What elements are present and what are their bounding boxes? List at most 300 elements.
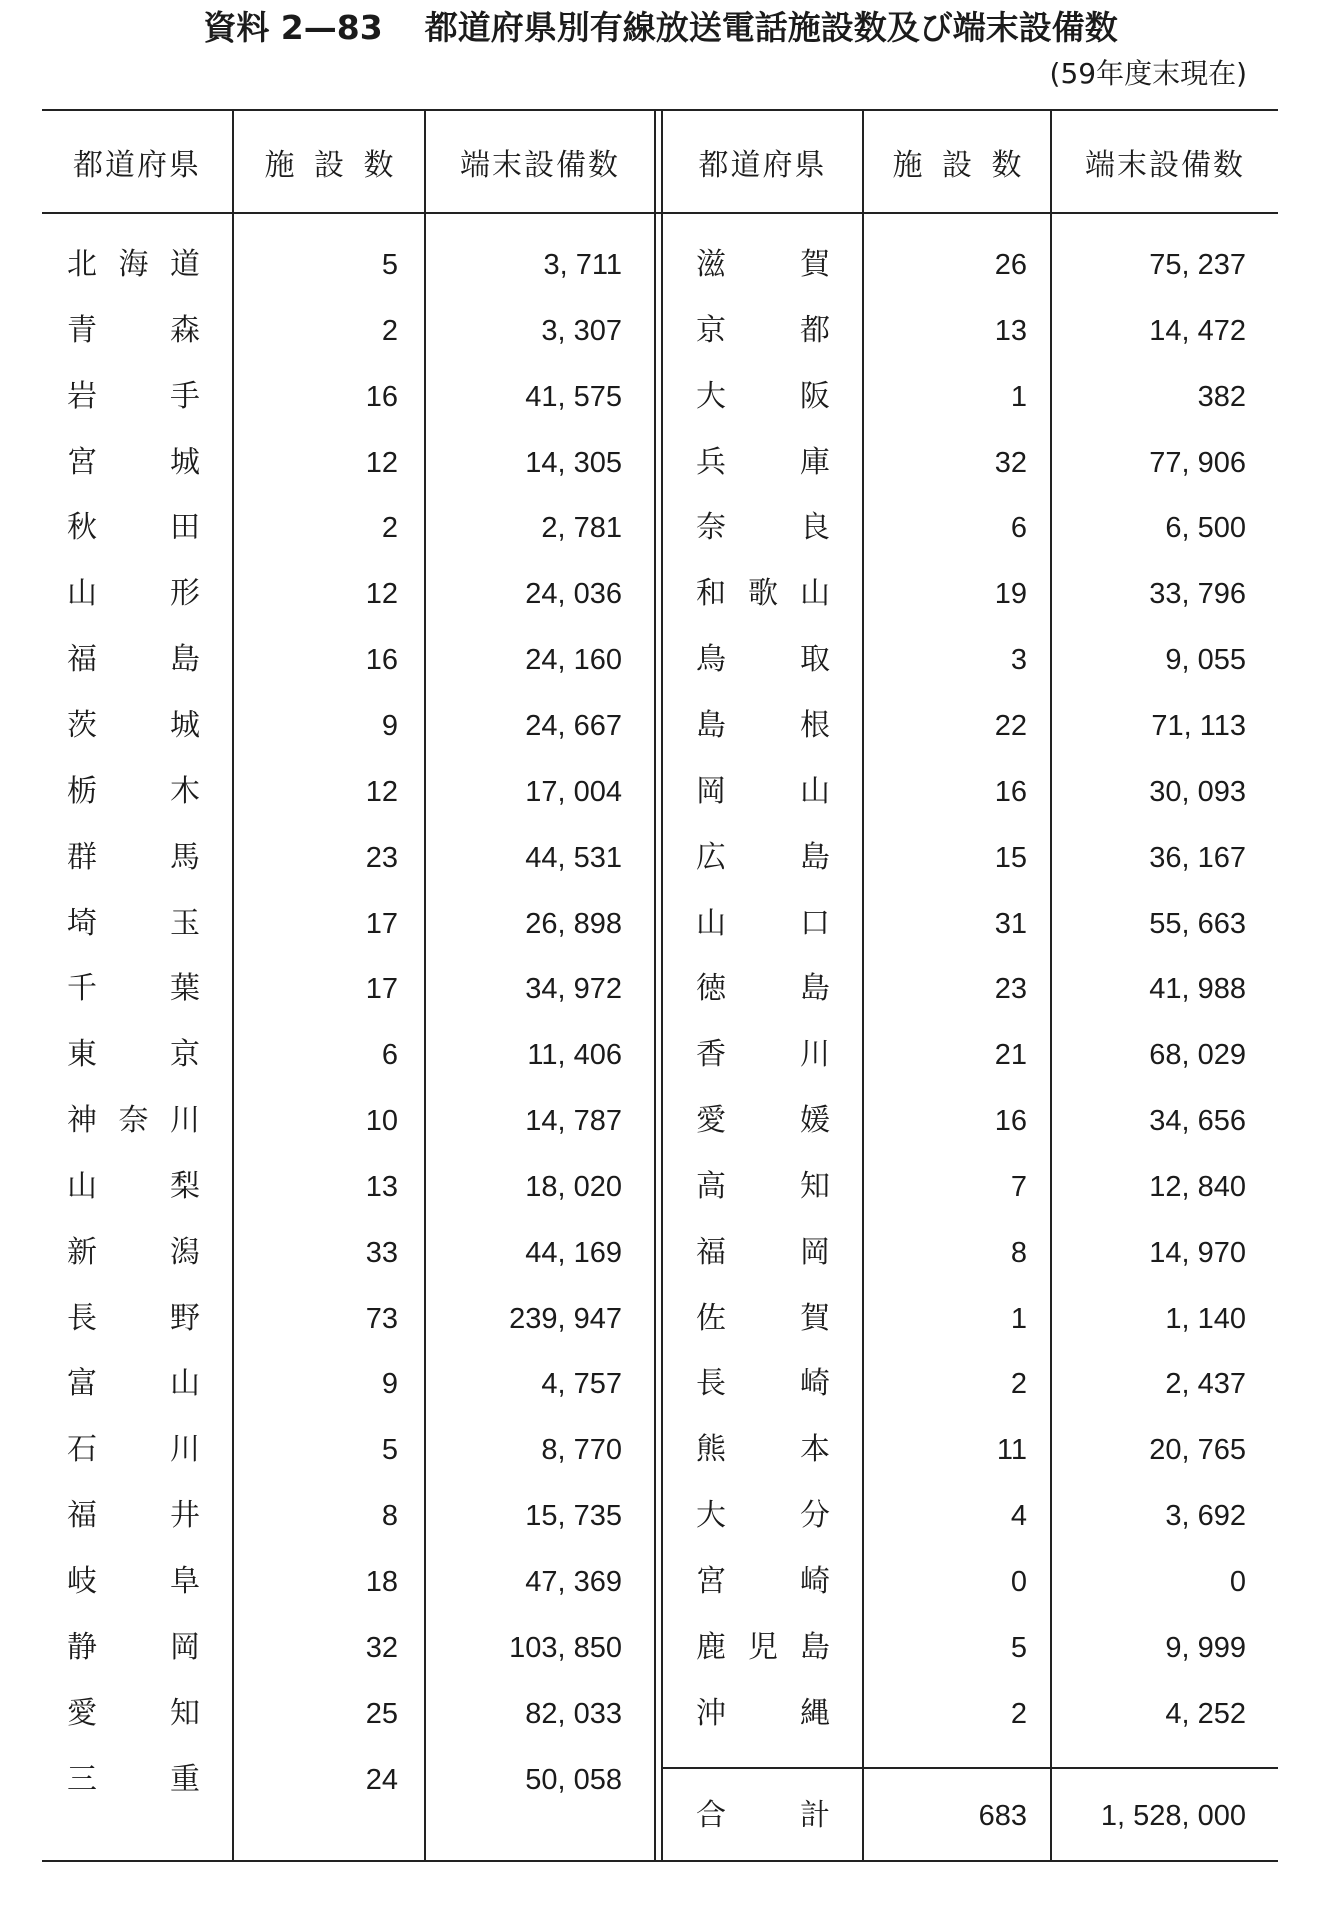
- spread-char: 梨: [170, 1168, 200, 1204]
- spread-char: 石: [67, 1432, 97, 1468]
- terminals-cell: 68, 029: [1149, 1039, 1246, 1072]
- table-row: [662, 1286, 1278, 1352]
- spread-char: 宮: [67, 444, 97, 480]
- prefecture-cell: [696, 298, 830, 364]
- prefecture-cell: [67, 825, 200, 891]
- spread-char: 京: [170, 1037, 200, 1073]
- spread-char: 愛: [67, 1695, 97, 1731]
- table-row: [662, 1351, 1278, 1417]
- spread-char: 城: [170, 707, 200, 743]
- total-terminals: 1, 528, 000: [1100, 1800, 1246, 1832]
- prefecture-cell: [67, 1154, 200, 1220]
- prefecture-cell: [67, 1088, 200, 1154]
- spread-char: 野: [170, 1300, 200, 1336]
- spread-char: 島: [800, 1629, 830, 1665]
- prefecture-cell: [67, 495, 200, 561]
- spread-char: 井: [170, 1498, 200, 1534]
- total-row: [662, 1783, 1278, 1849]
- facilities-cell: 21: [994, 1039, 1027, 1072]
- spread-char: 東: [67, 1037, 97, 1073]
- prefecture-cell: [696, 232, 830, 298]
- prefecture-cell: [67, 430, 200, 496]
- table-row: [662, 1549, 1278, 1615]
- table-row: [662, 956, 1278, 1022]
- spread-char: 知: [170, 1695, 200, 1731]
- prefecture-cell: [696, 1615, 830, 1681]
- prefecture-cell: [67, 1417, 200, 1483]
- spread-char: 広: [696, 839, 726, 875]
- spread-char: 新: [67, 1234, 97, 1270]
- spread-char: 潟: [170, 1234, 200, 1270]
- facilities-cell: 3: [1010, 644, 1027, 677]
- terminals-cell: 4, 252: [1165, 1697, 1246, 1730]
- table-row: [42, 1681, 654, 1747]
- terminals-cell: 17, 004: [525, 775, 622, 808]
- prefecture-cell: [696, 1220, 830, 1286]
- facilities-cell: 12: [365, 446, 398, 479]
- terminals-cell: 15, 735: [525, 1500, 622, 1533]
- facilities-cell: 23: [994, 973, 1027, 1006]
- spread-char: 山: [170, 1366, 200, 1402]
- table-row: [662, 364, 1278, 430]
- table-row: [42, 1351, 654, 1417]
- terminals-cell: 30, 093: [1149, 775, 1246, 808]
- spread-char: 岡: [800, 1234, 830, 1270]
- terminals-cell: 9, 999: [1165, 1631, 1246, 1664]
- prefecture-cell: [67, 1615, 200, 1681]
- prefecture-cell: [696, 1483, 830, 1549]
- terminals-cell: 11, 406: [527, 1039, 622, 1072]
- spread-char: 玉: [170, 905, 200, 941]
- spread-char: 数: [363, 147, 394, 183]
- spread-char: 岩: [67, 378, 97, 414]
- prefecture-cell: [67, 1022, 200, 1088]
- prefecture-cell: [67, 693, 200, 759]
- spread-char: 川: [170, 1103, 200, 1138]
- prefecture-cell: [67, 1286, 200, 1352]
- spread-char: 京: [696, 312, 726, 348]
- table-row: [42, 956, 654, 1022]
- spread-char: 崎: [800, 1366, 830, 1402]
- table-row: [42, 1615, 654, 1681]
- table-row: [662, 1417, 1278, 1483]
- table-row: [42, 1088, 654, 1154]
- table-row: [42, 1220, 654, 1286]
- facilities-cell: 33: [365, 1236, 398, 1269]
- prefecture-cell: [67, 1549, 200, 1615]
- spread-char: 香: [696, 1037, 726, 1073]
- spread-char: 施: [264, 147, 295, 183]
- spread-char: 崎: [800, 1564, 830, 1599]
- facilities-cell: 9: [381, 1368, 398, 1401]
- table-row: [662, 1681, 1278, 1747]
- facilities-cell: 23: [365, 841, 398, 874]
- spread-char: 賀: [800, 1300, 830, 1336]
- terminals-cell: 14, 970: [1149, 1236, 1246, 1269]
- facilities-cell: 9: [381, 709, 398, 742]
- table-row: [42, 495, 654, 561]
- spread-char: 口: [800, 905, 830, 941]
- facilities-cell: 16: [994, 1105, 1027, 1137]
- spread-char: 埼: [67, 905, 97, 941]
- facilities-cell: 1: [1010, 1302, 1027, 1335]
- spread-char: 群: [67, 839, 97, 875]
- table-row: [42, 430, 654, 496]
- spread-char: 佐: [696, 1300, 726, 1336]
- facilities-cell: 0: [1010, 1566, 1027, 1598]
- terminals-cell: 103, 850: [509, 1631, 622, 1664]
- prefecture-cell: [696, 956, 830, 1022]
- terminals-cell: 44, 169: [525, 1236, 622, 1269]
- terminals-cell: 33, 796: [1149, 578, 1246, 611]
- table-row: [662, 693, 1278, 759]
- facilities-cell: 17: [365, 973, 398, 1006]
- header-facilities-left: [234, 111, 424, 212]
- table-row: [42, 1417, 654, 1483]
- header-label: 都道府県: [73, 147, 201, 183]
- terminals-cell: 6, 500: [1165, 512, 1246, 545]
- spread-char: 千: [67, 971, 97, 1007]
- spread-char: 鳥: [696, 642, 726, 678]
- spread-char: 北: [67, 247, 97, 282]
- header-label: 端末設備数: [1085, 147, 1245, 183]
- spread-char: 知: [800, 1168, 830, 1204]
- terminals-cell: 55, 663: [1149, 907, 1246, 940]
- terminals-cell: 1, 140: [1165, 1302, 1246, 1335]
- terminals-cell: 47, 369: [525, 1566, 622, 1598]
- spread-char: 重: [170, 1761, 200, 1797]
- facilities-cell: 2: [381, 512, 398, 545]
- facilities-cell: 26: [994, 249, 1027, 281]
- header-terminals-left: [426, 111, 654, 212]
- spread-char: 奈: [696, 510, 726, 546]
- header-label: [265, 140, 394, 184]
- spread-char: 山: [800, 576, 830, 612]
- prefecture-cell: [696, 1022, 830, 1088]
- table-row: [662, 1154, 1278, 1220]
- spread-char: 福: [696, 1234, 726, 1270]
- spread-char: 計: [800, 1798, 830, 1833]
- spread-char: 秋: [67, 510, 97, 546]
- prefecture-cell: [696, 1286, 830, 1352]
- spread-char: 本: [800, 1432, 830, 1468]
- spread-char: 福: [67, 1498, 97, 1534]
- prefecture-cell: [67, 759, 200, 825]
- spread-char: 良: [800, 510, 830, 546]
- header-terminals-right: [1052, 111, 1278, 212]
- prefecture-cell: [67, 298, 200, 364]
- spread-char: 大: [696, 1498, 726, 1534]
- terminals-cell: 34, 656: [1149, 1105, 1246, 1137]
- spread-char: 馬: [170, 839, 200, 875]
- table-row: [42, 759, 654, 825]
- facilities-cell: 17: [365, 907, 398, 940]
- table-row: [662, 495, 1278, 561]
- spread-char: 岡: [696, 773, 726, 809]
- prefecture-cell: [67, 1220, 200, 1286]
- prefecture-cell: [696, 1681, 830, 1747]
- facilities-cell: 1: [1010, 380, 1027, 413]
- facilities-cell: 13: [994, 314, 1027, 347]
- table-row: [662, 1088, 1278, 1154]
- facilities-cell: 8: [381, 1500, 398, 1533]
- spread-char: 山: [67, 1168, 97, 1204]
- table-row: [662, 891, 1278, 957]
- table-row: [42, 561, 654, 627]
- facilities-cell: 16: [365, 644, 398, 677]
- spread-char: 手: [170, 378, 200, 414]
- spread-char: 島: [800, 971, 830, 1007]
- terminals-cell: 18, 020: [525, 1170, 622, 1203]
- spread-char: 島: [800, 839, 830, 875]
- header-bottom-rule: [42, 212, 1278, 214]
- total-label: [696, 1783, 830, 1849]
- table-row: [42, 1154, 654, 1220]
- spread-char: 形: [170, 576, 200, 612]
- spread-char: 木: [170, 773, 200, 809]
- prefecture-cell: [696, 1417, 830, 1483]
- prefecture-cell: [696, 627, 830, 693]
- facilities-cell: 19: [994, 578, 1027, 611]
- facilities-cell: 13: [365, 1170, 398, 1203]
- facilities-cell: 16: [994, 775, 1027, 808]
- prefecture-cell: [696, 495, 830, 561]
- spread-char: 宮: [696, 1564, 726, 1599]
- spread-char: 施: [892, 147, 923, 183]
- table-row: [42, 627, 654, 693]
- spread-char: 岡: [170, 1629, 200, 1665]
- spread-char: 川: [170, 1432, 200, 1468]
- table-row: [42, 298, 654, 364]
- facilities-cell: 10: [365, 1105, 398, 1137]
- spread-char: 神: [67, 1103, 97, 1138]
- table-row: [662, 627, 1278, 693]
- spread-char: 数: [991, 147, 1022, 183]
- terminals-cell: 9, 055: [1165, 644, 1246, 677]
- spread-char: 栃: [67, 773, 97, 809]
- table-bottom-rule: [42, 1860, 1278, 1862]
- terminals-cell: 24, 667: [525, 709, 622, 742]
- spread-char: 鹿: [696, 1629, 726, 1665]
- spread-char: 山: [67, 576, 97, 612]
- terminals-cell: 4, 757: [541, 1368, 622, 1401]
- table-row: [42, 1747, 654, 1813]
- table-row: [662, 430, 1278, 496]
- terminals-cell: 3, 307: [541, 314, 622, 347]
- prefecture-cell: [67, 232, 200, 298]
- spread-char: 静: [67, 1629, 97, 1665]
- terminals-cell: 8, 770: [541, 1434, 622, 1467]
- spread-char: 山: [696, 905, 726, 941]
- header-facilities-right: [864, 111, 1050, 212]
- prefecture-cell: [696, 693, 830, 759]
- spread-char: 大: [696, 378, 726, 414]
- spread-char: 児: [748, 1629, 778, 1665]
- spread-char: 海: [118, 247, 149, 282]
- terminals-cell: 239, 947: [509, 1302, 622, 1335]
- facilities-cell: 18: [365, 1566, 398, 1598]
- table-row: [42, 693, 654, 759]
- table-row: [42, 1483, 654, 1549]
- facilities-cell: 5: [1010, 1631, 1027, 1664]
- spread-char: 熊: [696, 1432, 726, 1468]
- document-number: 資料 2—83: [203, 8, 383, 47]
- spread-char: 青: [67, 312, 97, 348]
- terminals-cell: 71, 113: [1151, 709, 1246, 742]
- facilities-cell: 24: [365, 1763, 398, 1796]
- prefecture-cell: [67, 1681, 200, 1747]
- spread-char: 道: [170, 247, 200, 282]
- spread-char: 島: [696, 707, 726, 743]
- terminals-cell: 77, 906: [1149, 446, 1246, 479]
- facilities-cell: 25: [365, 1697, 398, 1730]
- header-label: [893, 140, 1022, 184]
- spread-char: 長: [696, 1366, 726, 1402]
- spread-char: 高: [696, 1168, 726, 1204]
- spread-char: 設: [942, 147, 972, 183]
- prefecture-cell: [696, 1351, 830, 1417]
- terminals-cell: 82, 033: [525, 1697, 622, 1730]
- table-row: [662, 1615, 1278, 1681]
- prefecture-cell: [696, 1154, 830, 1220]
- terminals-cell: 44, 531: [525, 841, 622, 874]
- facilities-cell: 73: [365, 1302, 398, 1335]
- facilities-cell: 11: [996, 1434, 1027, 1467]
- prefecture-cell: [67, 956, 200, 1022]
- terminals-cell: 14, 472: [1149, 314, 1246, 347]
- facilities-cell: 12: [365, 775, 398, 808]
- facilities-cell: 7: [1010, 1170, 1027, 1203]
- prefecture-cell: [696, 1549, 830, 1615]
- spread-char: 合: [696, 1798, 726, 1833]
- spread-char: 沖: [696, 1695, 726, 1731]
- table-row: [662, 825, 1278, 891]
- header-prefecture-right: [663, 111, 862, 212]
- facilities-cell: 32: [365, 1631, 398, 1664]
- table-row: [42, 364, 654, 430]
- spread-char: 設: [314, 147, 344, 183]
- spread-char: 長: [67, 1300, 97, 1336]
- spread-char: 分: [800, 1498, 830, 1534]
- facilities-cell: 22: [994, 709, 1027, 742]
- table-row: [42, 232, 654, 298]
- spread-char: 三: [67, 1761, 97, 1797]
- table-row: [42, 825, 654, 891]
- terminals-cell: 75, 237: [1149, 249, 1246, 281]
- prefecture-cell: [696, 561, 830, 627]
- page-title: [0, 6, 1321, 50]
- spread-char: 島: [170, 642, 200, 678]
- spread-char: 兵: [696, 444, 726, 480]
- terminals-cell: 26, 898: [525, 907, 622, 940]
- spread-char: 阪: [800, 378, 830, 414]
- spread-char: 森: [170, 312, 200, 348]
- facilities-cell: 5: [381, 249, 398, 281]
- spread-char: 田: [170, 510, 200, 546]
- prefecture-cell: [696, 1088, 830, 1154]
- table-row: [662, 232, 1278, 298]
- facilities-cell: 2: [1010, 1368, 1027, 1401]
- terminals-cell: 41, 575: [525, 380, 622, 413]
- terminals-cell: 2, 437: [1165, 1368, 1246, 1401]
- table-row: [42, 891, 654, 957]
- table-row: [662, 1022, 1278, 1088]
- spread-char: 富: [67, 1366, 97, 1402]
- facilities-cell: 32: [994, 446, 1027, 479]
- spread-char: 山: [800, 773, 830, 809]
- terminals-cell: 12, 840: [1149, 1170, 1246, 1203]
- terminals-cell: 382: [1197, 380, 1246, 413]
- table-row: [42, 1549, 654, 1615]
- data-table: [42, 109, 1278, 1863]
- table-row: [662, 759, 1278, 825]
- spread-char: 滋: [696, 247, 726, 282]
- spread-char: 和: [696, 576, 726, 612]
- spread-char: 賀: [800, 247, 830, 282]
- prefecture-cell: [67, 627, 200, 693]
- prefecture-cell: [67, 1483, 200, 1549]
- terminals-cell: 3, 692: [1165, 1500, 1246, 1533]
- spread-char: 阜: [170, 1564, 200, 1599]
- spread-char: 葉: [170, 971, 200, 1007]
- document-title: 都道府県別有線放送電話施設数及び端末設備数: [424, 8, 1118, 47]
- terminals-cell: 36, 167: [1149, 841, 1246, 874]
- terminals-cell: 20, 765: [1149, 1434, 1246, 1467]
- spread-char: 庫: [800, 444, 830, 480]
- facilities-cell: 2: [1010, 1697, 1027, 1730]
- table-row: [662, 561, 1278, 627]
- total-facilities: 683: [978, 1800, 1027, 1832]
- spread-char: 福: [67, 642, 97, 678]
- prefecture-cell: [696, 364, 830, 430]
- total-rule: [663, 1767, 1278, 1769]
- spread-char: 根: [800, 707, 830, 743]
- spread-char: 徳: [696, 971, 726, 1007]
- spread-char: 縄: [800, 1695, 830, 1731]
- spread-char: 城: [170, 444, 200, 480]
- spread-char: 歌: [748, 576, 778, 612]
- spread-char: 取: [800, 642, 830, 678]
- spread-char: 媛: [800, 1103, 830, 1138]
- terminals-cell: 2, 781: [541, 512, 622, 545]
- table-row: [42, 1286, 654, 1352]
- prefecture-cell: [696, 759, 830, 825]
- terminals-cell: 50, 058: [525, 1763, 622, 1796]
- terminals-cell: 0: [1229, 1566, 1246, 1598]
- prefecture-cell: [67, 561, 200, 627]
- facilities-cell: 5: [381, 1434, 398, 1467]
- spread-char: 奈: [118, 1103, 149, 1138]
- terminals-cell: 34, 972: [525, 973, 622, 1006]
- facilities-cell: 15: [994, 841, 1027, 874]
- as-of-date: (59年度末現在): [1049, 57, 1247, 90]
- terminals-cell: 3, 711: [543, 249, 622, 281]
- facilities-cell: 6: [1010, 512, 1027, 545]
- facilities-cell: 12: [365, 578, 398, 611]
- spread-char: 川: [800, 1037, 830, 1073]
- terminals-cell: 14, 305: [525, 446, 622, 479]
- spread-char: 岐: [67, 1564, 97, 1599]
- table-row: [42, 1022, 654, 1088]
- terminals-cell: 24, 036: [525, 578, 622, 611]
- terminals-cell: 41, 988: [1149, 973, 1246, 1006]
- facilities-cell: 4: [1010, 1500, 1027, 1533]
- facilities-cell: 6: [381, 1039, 398, 1072]
- prefecture-cell: [696, 825, 830, 891]
- header-prefecture-left: [42, 111, 232, 212]
- prefecture-cell: [696, 891, 830, 957]
- prefecture-cell: [67, 364, 200, 430]
